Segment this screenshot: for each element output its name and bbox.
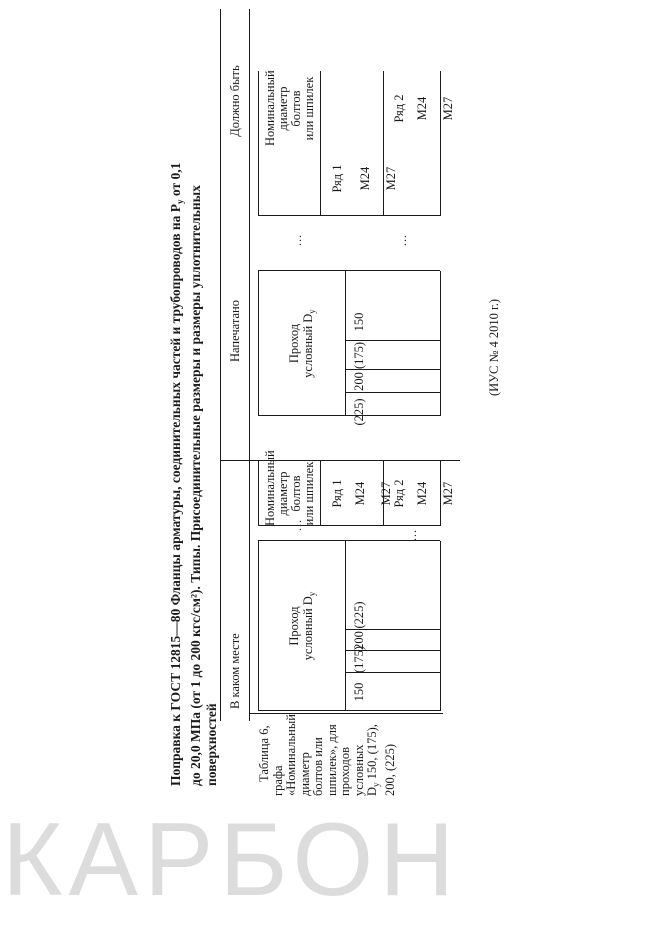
correct-dy-175: (175): [352, 341, 366, 370]
printed-row1-col: Ряд 1 М24 М27: [330, 479, 393, 508]
correct-dy-200: 200: [352, 372, 366, 391]
table-top-rule: [220, 9, 221, 721]
title-part2: от 0,1 до 20,0 МПа (от 1 до 200 кгс/см²). Типы. Присоединительные размеры и размеры уплотнительных поверхностей: [168, 162, 219, 786]
printed-ellipsis-header: ...: [290, 519, 304, 531]
correct-dy-150: 150: [352, 312, 366, 332]
divider-where-printed: [249, 713, 443, 714]
printed-row2-col: Ряд 2 М24 М27: [392, 479, 455, 508]
correct-passage-header: Проход условный $D_у$: [287, 309, 317, 378]
footnote-ius: (ИУС № 4 2010 г.): [487, 298, 501, 396]
correct-row2-col: Ряд 2 М24 М27: [392, 94, 455, 123]
title-part1: Поправка к ГОСТ 12815—80 Фланцы арматуры, соединительных частей и трубопроводов на P: [168, 203, 183, 786]
printed-nominal-header: Номинальный диаметр болтов или шпилек: [263, 450, 316, 526]
title-subscript: у: [175, 199, 185, 204]
correct-ellipsis-row: ...: [395, 234, 409, 246]
correct-nominal-header: Номинальный диаметр болтов или шпилек: [263, 70, 316, 146]
correct-ellipsis-header: ...: [290, 234, 304, 246]
correct-row1-col: Ряд 1 М24 М27: [330, 164, 398, 193]
where-cell: Таблица 6, графа «Номинальный диаметр болтов или шпилек», для проходов условных $D_у$ 150, (175), 200, (225): [257, 714, 397, 796]
printed-ellipsis-row: ...: [405, 529, 419, 541]
printed-passage-header: Проход условный $D_у$: [287, 591, 317, 661]
printed-dy-150: 150: [352, 682, 366, 702]
correct-dy-225: (225): [352, 398, 366, 426]
document-title: [168, 156, 220, 786]
watermark-logo: КАРБОН: [2, 802, 461, 918]
printed-dy-175: (175): [352, 645, 366, 673]
rotated-page: Поправка к ГОСТ 12815—80 Фланцы арматуры, соединительных частей и трубопроводов на $P_у$ от 0,1 до 20,0 МПа (от 1 до 200 кгс/см²). Типы. Присоединительные размеры и размеры уплотнительных поверхностей В каком месте Напечатано Должно быть Таблица 6, графа «Номинальный диаметр болтов или шпилек», для проходов условных $D_у$ 150, (175), 200, (225) Проход условный $D_у$ 150 (175) 200 (225) ... ... Номинальный диаметр болтов или шпилек Ряд 1 М24 М27 Ряд 2 М24 М27 Проход условный $D_у$ 150 (175) 200 (225) ... ... Номинальный диаметр болтов или шпилек Ряд 1 М24 М27 Ряд 2 М24 М27 (ИУС № 4 2010 г.): [0, 0, 661, 936]
header-printed: Напечатано: [228, 300, 242, 362]
table-header-rule: [249, 9, 250, 721]
printed-dy-200: 200: [352, 631, 366, 650]
printed-dy-225: (225): [352, 601, 366, 629]
header-should-be: Должно быть: [228, 65, 242, 137]
